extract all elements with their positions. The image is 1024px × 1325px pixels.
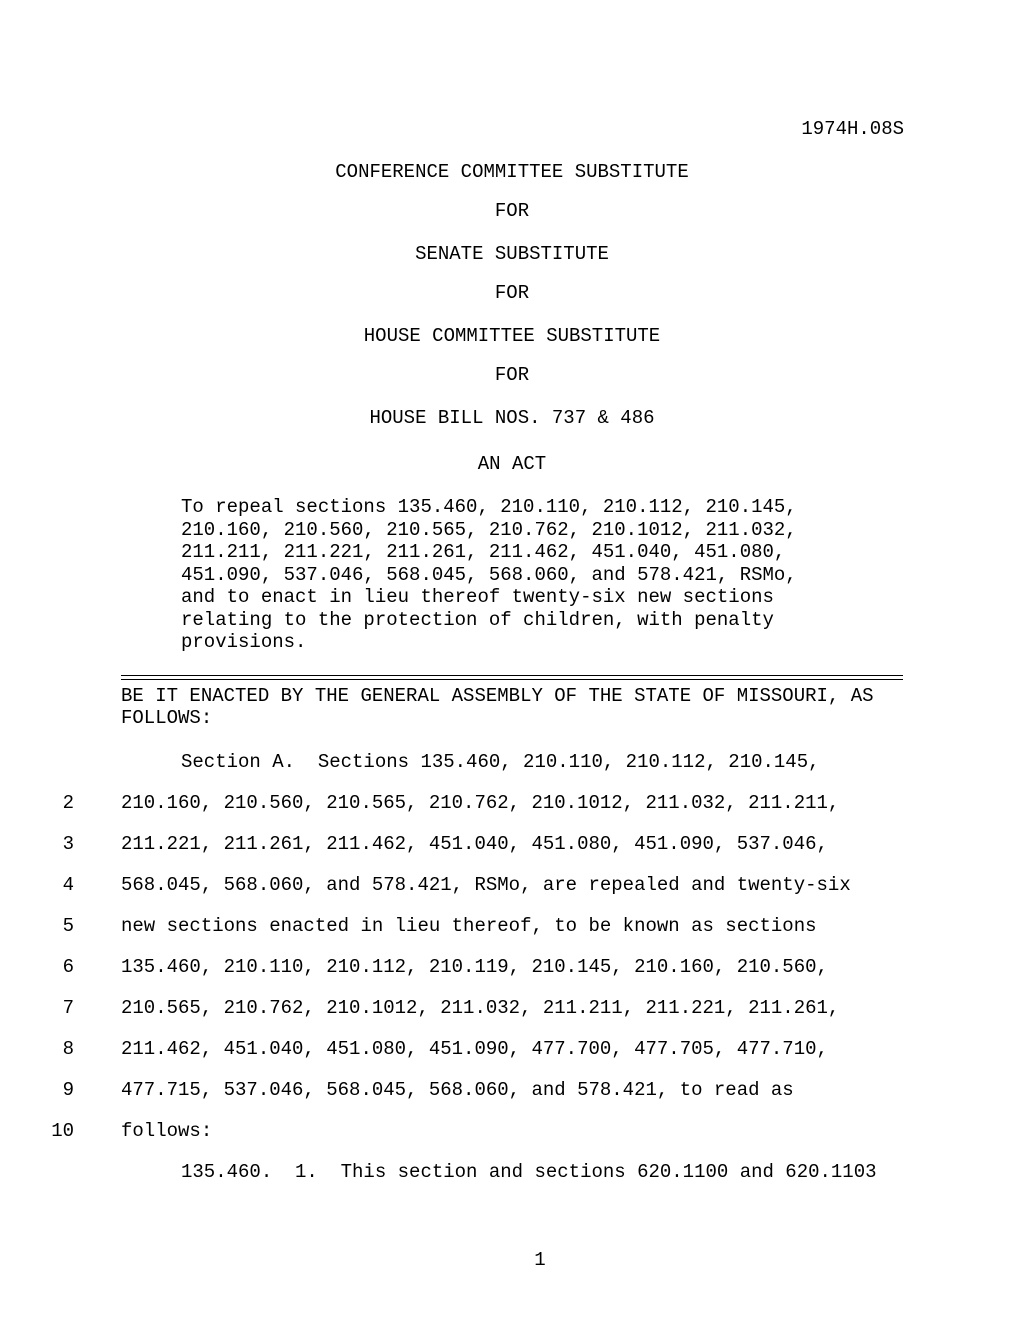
- title-line-house-bill-nos: HOUSE BILL NOS. 737 & 486: [369, 407, 655, 429]
- double-rule-top: [121, 675, 903, 676]
- next-section-line: 135.460. 1. This section and sections 620.1100 and 620.1103: [181, 1161, 877, 1183]
- line-text: 135.460, 210.110, 210.112, 210.119, 210.145, 210.160, 210.560,: [121, 956, 828, 978]
- line-number: 4: [62, 874, 74, 896]
- line-text: 211.221, 211.261, 211.462, 451.040, 451.080, 451.090, 537.046,: [121, 833, 828, 855]
- line-number: 9: [62, 1079, 74, 1101]
- line-number: 5: [62, 915, 74, 937]
- section-a-first-line: Section A. Sections 135.460, 210.110, 210.112, 210.145,: [181, 751, 820, 773]
- double-rule-bottom: [121, 679, 903, 680]
- line-number: 6: [62, 956, 74, 978]
- line-text: 211.462, 451.040, 451.080, 451.090, 477.700, 477.705, 477.710,: [121, 1038, 828, 1060]
- title-line-for-2: FOR: [494, 282, 530, 304]
- line-number: 10: [51, 1120, 74, 1142]
- act-title: To repeal sections 135.460, 210.110, 210.112, 210.145, 210.160, 210.560, 210.565, 210.762, 210.1012, 211.032, 211.211, 211.221, 211.261, 211.462, 451.040, 451.080, 451.090, 537.046, 568.045, 568.060, and 578.421, RSMo, and to enact in lieu thereof twenty-six new sections relating to the protection of children, with penalty provisions.: [181, 496, 797, 653]
- line-text: follows:: [121, 1120, 213, 1142]
- line-text: 477.715, 537.046, 568.045, 568.060, and 578.421, to read as: [121, 1079, 794, 1101]
- enacting-clause: BE IT ENACTED BY THE GENERAL ASSEMBLY OF THE STATE OF MISSOURI, AS FOLLOWS:: [121, 685, 874, 729]
- line-number: 7: [62, 997, 74, 1019]
- line-number: 2: [62, 792, 74, 814]
- line-number: 8: [62, 1038, 74, 1060]
- title-line-house-committee-substitute: HOUSE COMMITTEE SUBSTITUTE: [363, 325, 661, 347]
- line-number: 3: [62, 833, 74, 855]
- page-number: 1: [534, 1249, 546, 1271]
- title-line-for-1: FOR: [494, 200, 530, 222]
- title-line-an-act: AN ACT: [477, 453, 547, 475]
- document-id: 1974H.08S: [801, 118, 904, 140]
- line-text: 568.045, 568.060, and 578.421, RSMo, are repealed and twenty-six: [121, 874, 851, 896]
- title-line-senate-substitute: SENATE SUBSTITUTE: [415, 243, 609, 265]
- line-text: 210.565, 210.762, 210.1012, 211.032, 211.211, 211.221, 211.261,: [121, 997, 840, 1019]
- title-line-conference-committee-substitute: CONFERENCE COMMITTEE SUBSTITUTE: [335, 161, 689, 183]
- line-text: 210.160, 210.560, 210.565, 210.762, 210.1012, 211.032, 211.211,: [121, 792, 840, 814]
- line-text: new sections enacted in lieu thereof, to be known as sections: [121, 915, 817, 937]
- title-line-for-3: FOR: [494, 364, 530, 386]
